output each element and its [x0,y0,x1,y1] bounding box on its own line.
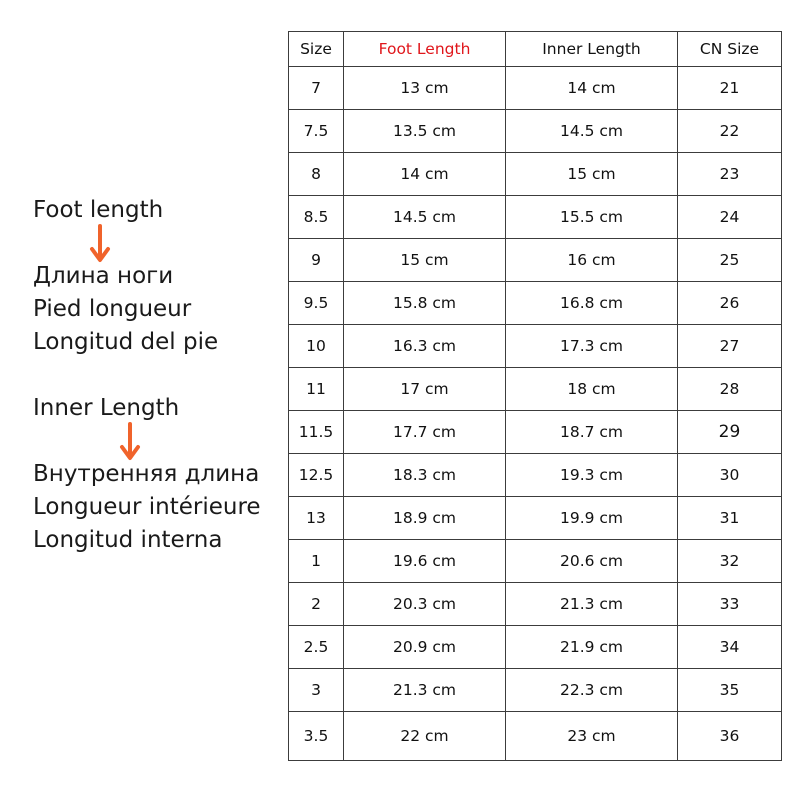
table-row [289,454,782,497]
table-row [289,196,782,239]
size-cell: 2.5 [289,626,344,669]
table-row [289,712,782,761]
inner-length-cell: 14.5 cm [506,110,678,153]
arrow-down-icon [119,422,141,462]
inner-length-cell: 16.8 cm [506,282,678,325]
table-row [289,497,782,540]
foot-length-cell: 17 cm [344,368,506,411]
foot-length-cell: 17.7 cm [344,411,506,454]
header-cn-size: CN Size [678,32,782,67]
inner-length-cell: 23 cm [506,712,678,761]
arrow-down-icon [89,224,111,264]
foot-length-cell: 16.3 cm [344,325,506,368]
table-row [289,411,782,454]
foot-length-cell: 20.9 cm [344,626,506,669]
size-cell: 8 [289,153,344,196]
inner-length-french: Longueur intérieure [33,494,261,520]
cn-size-cell: 35 [678,669,782,712]
foot-length-heading: Foot length [33,197,164,223]
foot-length-russian: Длина ноги [33,263,174,289]
table-row [289,325,782,368]
table-row [289,239,782,282]
header-inner-length: Inner Length [506,32,678,67]
table-row [289,282,782,325]
cn-size-cell: 26 [678,282,782,325]
size-cell: 11 [289,368,344,411]
size-chart-table [288,31,782,761]
cn-size-cell: 34 [678,626,782,669]
size-cell: 7.5 [289,110,344,153]
cn-size-cell: 33 [678,583,782,626]
table-row [289,368,782,411]
inner-length-cell: 21.9 cm [506,626,678,669]
foot-length-cell: 14 cm [344,153,506,196]
cn-size-cell: 25 [678,239,782,282]
inner-length-cell: 16 cm [506,239,678,282]
inner-length-cell: 19.3 cm [506,454,678,497]
size-cell: 3.5 [289,712,344,761]
inner-length-russian: Внутренняя длина [33,461,260,487]
inner-length-cell: 22.3 cm [506,669,678,712]
inner-length-cell: 21.3 cm [506,583,678,626]
cn-size-cell: 32 [678,540,782,583]
inner-length-cell: 18 cm [506,368,678,411]
inner-length-cell: 18.7 cm [506,411,678,454]
table-header-row [289,32,782,67]
inner-length-cell: 15.5 cm [506,196,678,239]
size-cell: 10 [289,325,344,368]
foot-length-cell: 18.3 cm [344,454,506,497]
inner-length-cell: 15 cm [506,153,678,196]
table-row [289,540,782,583]
cn-size-cell: 23 [678,153,782,196]
cn-size-cell: 29 [678,411,782,454]
size-cell: 13 [289,497,344,540]
foot-length-cell: 13.5 cm [344,110,506,153]
size-cell: 12.5 [289,454,344,497]
cn-size-cell: 30 [678,454,782,497]
size-cell: 2 [289,583,344,626]
table-row [289,626,782,669]
foot-length-cell: 15 cm [344,239,506,282]
table-row [289,583,782,626]
foot-length-spanish: Longitud del pie [33,329,219,355]
size-cell: 9.5 [289,282,344,325]
cn-size-cell: 27 [678,325,782,368]
size-cell: 9 [289,239,344,282]
cn-size-cell: 36 [678,712,782,761]
table-row [289,110,782,153]
cn-size-cell: 31 [678,497,782,540]
table-row [289,67,782,110]
table-row [289,153,782,196]
inner-length-spanish: Longitud interna [33,527,223,553]
cn-size-cell: 28 [678,368,782,411]
size-cell: 7 [289,67,344,110]
foot-length-french: Pied longueur [33,296,192,322]
header-size: Size [289,32,344,67]
inner-length-cell: 19.9 cm [506,497,678,540]
cn-size-cell: 24 [678,196,782,239]
inner-length-heading: Inner Length [33,395,180,421]
foot-length-cell: 21.3 cm [344,669,506,712]
foot-length-cell: 20.3 cm [344,583,506,626]
foot-length-cell: 19.6 cm [344,540,506,583]
foot-length-cell: 14.5 cm [344,196,506,239]
foot-length-cell: 13 cm [344,67,506,110]
size-cell: 3 [289,669,344,712]
foot-length-cell: 15.8 cm [344,282,506,325]
header-foot-length: Foot Length [344,32,506,67]
cn-size-cell: 22 [678,110,782,153]
size-cell: 1 [289,540,344,583]
table-row [289,669,782,712]
inner-length-cell: 17.3 cm [506,325,678,368]
cn-size-cell: 21 [678,67,782,110]
size-cell: 8.5 [289,196,344,239]
size-cell: 11.5 [289,411,344,454]
inner-length-cell: 14 cm [506,67,678,110]
inner-length-cell: 20.6 cm [506,540,678,583]
foot-length-cell: 18.9 cm [344,497,506,540]
foot-length-cell: 22 cm [344,712,506,761]
